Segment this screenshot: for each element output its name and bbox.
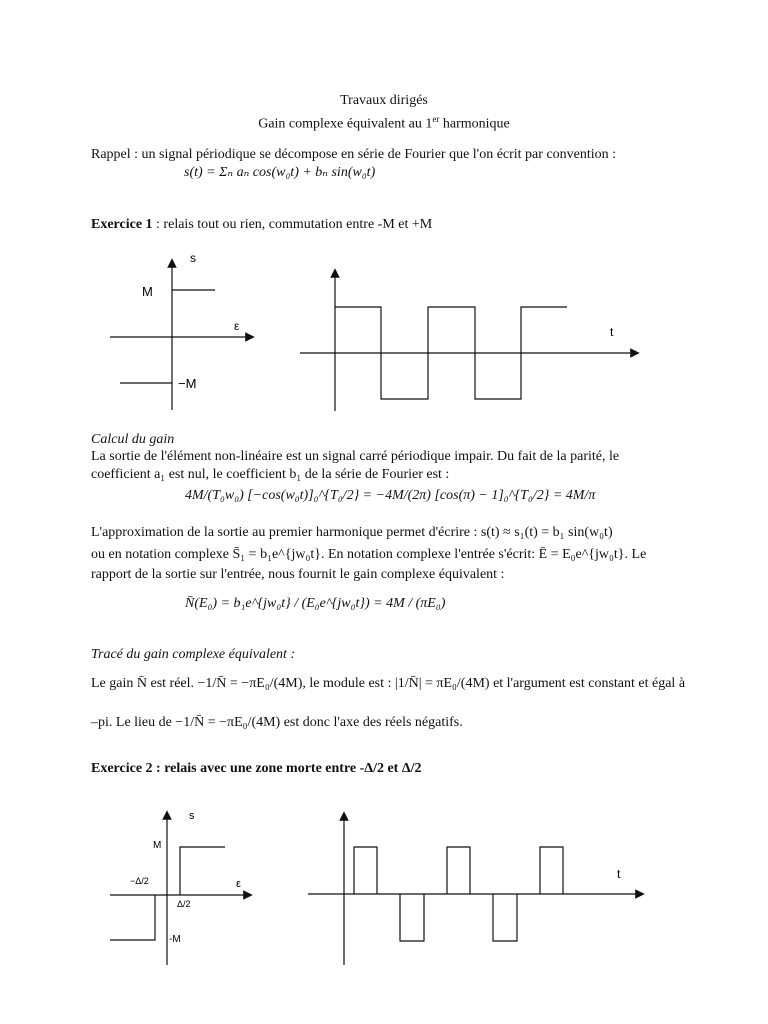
exercise2-title: Exercice 2 : relais avec une zone morte entre -Δ/2 et Δ/2 [91, 761, 422, 776]
calc-paragraph-2: coefficient a₁ est nul, le coefficient b₁ de la série de Fourier est : [91, 467, 450, 482]
b1-equation: 4M/(T₀w₀) [−cos(w₀t)]₀^{T₀/2} = −4M/(2π) [cos(π) − 1]₀^{T₀/2} = 4M/π [185, 488, 596, 503]
trace-paragraph-1: Le gain N̄ est réel. −1/N̄ = −πE₀/(4M), le module est : |1/N̄| = πE₀/(4M) et l'argument est constant et égal à [91, 676, 686, 691]
trace-title: Tracé du gain complexe équivalent : [91, 647, 296, 662]
dz-lower-branch [110, 895, 155, 940]
calc-paragraph-4: ou en notation complexe S̄₁ = b₁e^{jw₀t}. En notation complexe l'entrée s'écrit: Ē = E₀e^{jw₀t}. Le [91, 547, 647, 562]
label-epsilon: ε [234, 319, 240, 333]
dz-label-minus-M: -M [169, 934, 181, 945]
calc-title: Calcul du gain [91, 432, 175, 447]
label-s: s [190, 251, 196, 265]
calc-paragraph-5: rapport de la sortie sur l'entrée, nous fournit le gain complexe équivalent : [91, 567, 505, 582]
label-minus-M: −M [178, 376, 197, 391]
calc-paragraph-1: La sortie de l'élément non-linéaire est un signal carré périodique impair. Du fait de la parité, le [91, 449, 620, 464]
pulse-3 [447, 847, 470, 894]
doc-subtitle [0, 110, 768, 134]
pulse-wave-plot [300, 810, 645, 970]
pulse-4 [493, 894, 517, 941]
square-wave-plot [295, 265, 645, 415]
trace-paragraph-2: –pi. Le lieu de −1/N̄ = −πE₀/(4M) est donc l'axe des réels négatifs. [91, 715, 463, 730]
label-M: M [142, 284, 153, 299]
exercise1-title-bold: Exercice 1 [91, 217, 153, 232]
exercise1-title [91, 216, 432, 234]
dz-label-epsilon: ε [236, 878, 241, 890]
rappel-text: Rappel : un signal périodique se décompose en série de Fourier que l'on écrit par convention : [91, 147, 617, 162]
dz-label-M: M [153, 840, 162, 851]
dz-label-s: s [189, 810, 195, 822]
N-equation: N̄(E₀) = b₁e^{jw₀t} / (E₀e^{jw₀t}) = 4M / (πE₀) [185, 596, 446, 611]
subtitle-suffix: harmonique [439, 116, 510, 132]
deadzone-characteristic-plot [105, 805, 255, 970]
dz-upper-branch [180, 847, 225, 895]
relay-characteristic-plot [100, 245, 260, 415]
exercise1-title-rest: : relais tout ou rien, commutation entre -M et +M [152, 217, 433, 232]
calc-paragraph-3: L'approximation de la sortie au premier harmonique permet d'écrire : s(t) ≈ s₁(t) = b₁ sin(w₀t) [91, 525, 613, 540]
pulse-label-t: t [617, 867, 621, 881]
doc-title: Travaux dirigés [340, 93, 428, 108]
dz-label-delta: Δ/2 [177, 899, 191, 909]
subtitle-sup: er [432, 114, 440, 124]
pulse-1 [354, 847, 377, 894]
pulse-2 [400, 894, 424, 941]
fourier-formula: s(t) = Σₙ aₙ cos(w₀t) + bₙ sin(w₀t) [184, 165, 376, 180]
pulse-5 [540, 847, 563, 894]
subtitle-text: Gain complexe équivalent au 1 [258, 116, 433, 132]
dz-label-minus-delta: −Δ/2 [130, 876, 149, 886]
label-t: t [610, 325, 614, 339]
